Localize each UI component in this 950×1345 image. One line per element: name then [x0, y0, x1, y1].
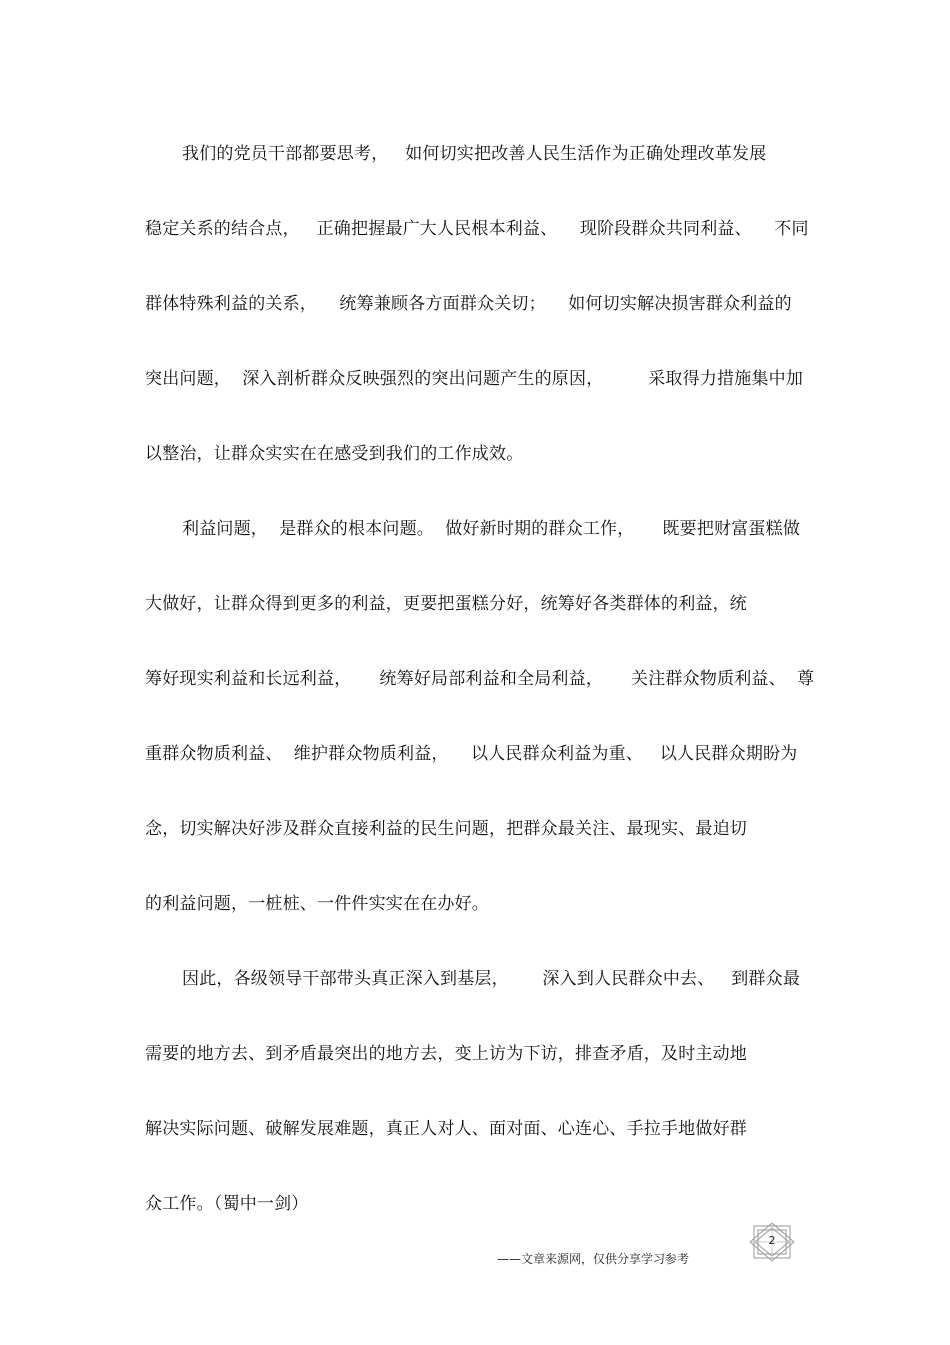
paragraph-3-line-3: 解决实际问题、破解发展难题，真正人对人、面对面、心连心、手拉手地做好群	[145, 1119, 747, 1139]
page-number: 2	[768, 1234, 776, 1247]
paragraph-1-line-4: 突出问题， 深入剖析群众反映强烈的突出问题产生的原因， 采取得力措施集中加	[145, 369, 804, 389]
paragraph-3-line-4: 众工作。（蜀中一剑）	[145, 1194, 309, 1214]
paragraph-2-line-6: 的利益问题，一桩桩、一件件实实在在办好。	[145, 894, 489, 914]
paragraph-1-line-1: 我们的党员干部都要思考， 如何切实把改善人民生活作为正确处理改革发展	[182, 144, 767, 164]
paragraph-1-line-5: 以整治，让群众实实在在感受到我们的工作成效。	[145, 444, 524, 464]
paragraph-1-line-2: 稳定关系的结合点， 正确把握最广大人民根本利益、 现阶段群众共同利益、 不同	[145, 219, 809, 239]
paragraph-3-line-2: 需要的地方去、到矛盾最突出的地方去，变上访为下访，排查矛盾，及时主动地	[145, 1044, 747, 1064]
paragraph-3-line-1: 因此，各级领导干部带头真正深入到基层， 深入到人民群众中去、 到群众最	[182, 969, 801, 989]
paragraph-2-line-3: 筹好现实利益和长远利益， 统筹好局部利益和全局利益， 关注群众物质利益、 尊	[145, 669, 815, 689]
paragraph-2-line-5: 念，切实解决好涉及群众直接利益的民生问题，把群众最关注、最现实、最迫切	[145, 819, 747, 839]
paragraph-1-line-3: 群体特殊利益的关系， 统筹兼顾各方面群众关切； 如何切实解决损害群众利益的	[145, 294, 792, 314]
paragraph-2-line-1: 利益问题， 是群众的根本问题。 做好新时期的群众工作， 既要把财富蛋糕做	[182, 519, 801, 539]
source-note: ——文章来源网，仅供分享学习参考	[497, 1252, 690, 1266]
paragraph-2-line-2: 大做好，让群众得到更多的利益，更要把蛋糕分好，统筹好各类群体的利益，统	[145, 594, 747, 614]
page-number-badge	[748, 1222, 796, 1262]
paragraph-2-line-4: 重群众物质利益、 维护群众物质利益， 以人民群众利益为重、 以人民群众期盼为	[145, 744, 798, 764]
